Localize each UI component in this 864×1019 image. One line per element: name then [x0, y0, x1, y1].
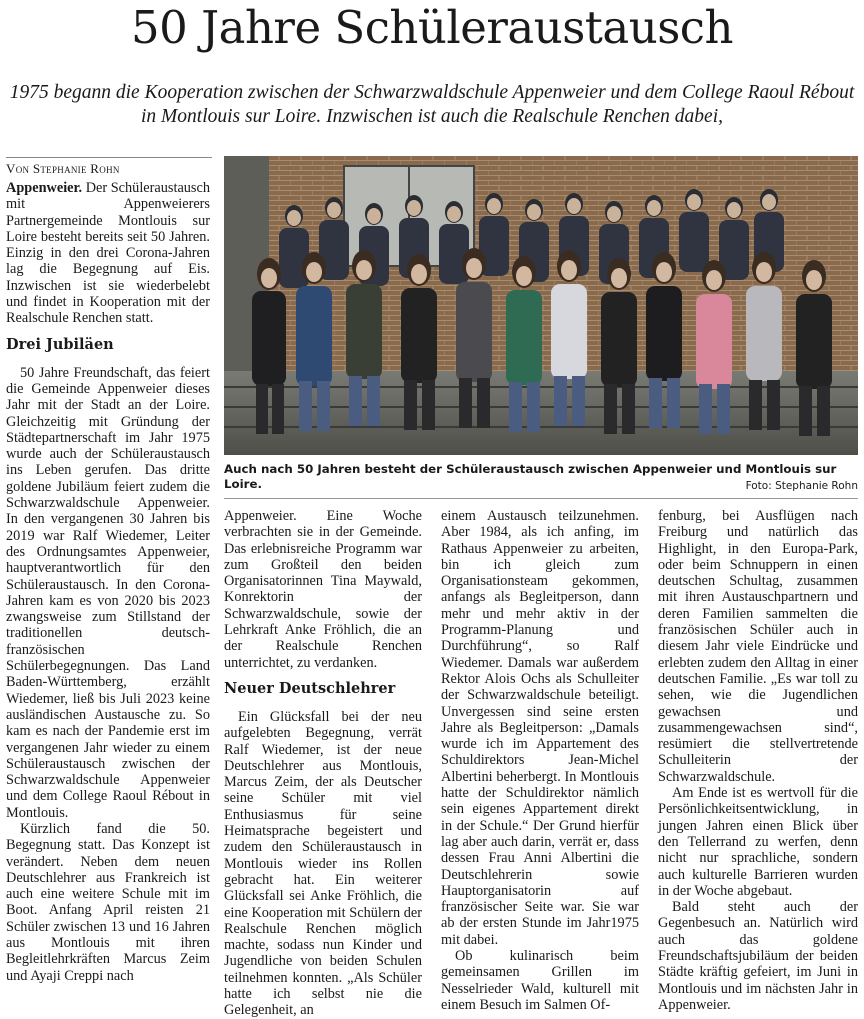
intro-text: Der Schüleraustausch mit Appenweierers Partnergemeinde Montlouis sur Loire besteht bereits seit 50 Jahren. Einzig in den drei Corona-Jahren lag die Begegnung auf Eis. Inzwischen ist sie wiederbelebt und findet in Kooperation mit der Realschule Renchen statt.: [6, 180, 210, 327]
section-heading-jubilaeen: Drei Jubiläen: [6, 335, 114, 353]
intro-paragraph: [6, 180, 210, 327]
column-3: [441, 508, 639, 1013]
subheadline: 1975 begann die Kooperation zwischen der Schwarzwaldschule Appenweier und dem College Raoul Rébout in Montlouis sur Loire. Inzwischen ist auch die Realschule Renchen dabei,: [9, 82, 855, 127]
body-paragraph: fenburg, bei Ausflügen nach Freiburg und natürlich das Highlight, in den Europa-Park, oder beim Schnuppern in einen deutschen Schultag, zusammen mit ihren Austauschpartnern und deren Familien sammelten die französischen Schüler auch in diesem Jahr viele Eindrücke und erlebten zudem den Alltag in einer deutschen Familie. „Es war toll zu sehen, wie die Jugendlichen gewachsen und zusammengewachsen sind“, resümiert die stellvertretende Schulleiterin der Schwarzwaldschule.: [658, 508, 858, 785]
body-paragraph: Am Ende ist es wertvoll für die Persönlichkeitsentwicklung, in jungen Jahren einen Blick über den Tellerrand zu werfen, denn nicht nur sprachliche, sondern auch kulturelle Barrieren wurden in der Woche abgebaut.: [658, 785, 858, 899]
photo-credit: Foto: Stephanie Rohn: [745, 480, 858, 492]
body-paragraph: Appenweier. Eine Woche verbrachten sie in der Gemeinde. Das erlebnisreiche Programm war zum Großteil den beiden Organisatorinnen Tina Maywald, Konrektorin der Schwarzwaldschule, sowie der Lehrkraft Anke Fröhlich, die an der Realschule Renchen unterrichtet, zu verdanken.: [224, 508, 422, 671]
body-paragraph: einem Austausch teilzunehmen. Aber 1984, als ich anfing, im Rathaus Appenweier zu arbeiten, bin ich gleich zum Organisationsteam gekommen, anfangs als Begleitperson, dann mehr und mehr aktiv in der Programm-Planung und Durchführung“, so Ralf Wiedemer. Damals war außerdem Rektor Alois Ochs als Schulleiter der Schwarzwaldschule beteiligt. Unvergessen sind seine ersten Jahre als Begleitperson: „Damals wurde ich im Appartement des Schuldirektors Jean-Michel Albertini beherbergt. In Montlouis hatte der Schuldirektor nämlich sein eigenes Appartement direkt in der Schule.“ Der Grund hierfür lag aber auch darin, verrät er, dass dessen Frau Anni Albertini die Deutschlehrerin sowie Hauptorganisatorin auf französischer Seite war. Sie war ab der ersten Stunde im Jahr1975 mit dabei.: [441, 508, 639, 948]
body-paragraph: Ob kulinarisch beim gemeinsamen Grillen im Nesselrieder Wald, kulturell mit einem Besuch im Salmen Of-: [441, 948, 639, 1013]
headline: 50 Jahre Schüleraustausch: [131, 1, 733, 54]
caption-divider: [224, 498, 858, 499]
column-4: [658, 508, 858, 1013]
column-1: [6, 180, 210, 984]
body-paragraph: Kürzlich fand die 50. Begegnung statt. Das Konzept ist verändert. Neben dem neuen Deutschlehrer aus Frankreich ist auch eine weitere Schule mit im Boot. Anfang April reisten 21 Schüler zwischen 13 und 16 Jahren aus Montlouis mit ihren Begleitlehrkräften Marcus Zeim und Ayaji Creppi nach: [6, 820, 210, 984]
group-photo: [224, 156, 858, 455]
column-2: [224, 508, 422, 1019]
dateline: Appenweier.: [6, 180, 83, 196]
body-paragraph: Ein Glücksfall bei der neu aufgelebten Begegnung, verrät Ralf Wiedemer, ist der neue Deutschlehrer aus Montlouis, Marcus Zeim, der als Deutscher seine Schüler mit viel Enthusiasmus für seine Heimatsprache begeistert und zudem den Schüleraustausch in Montlouis wieder ins Rollen gebracht hat. Ein weiterer Glücksfall sei Anke Fröhlich, die eine Kooperation mit Schülern der Realschule Renchen möglich machte, sodass nun Kinder und Jugendliche von beiden Schulen teilnehmen konnten. „Als Schüler hatte ich selbst nie die Gelegenheit, an: [224, 708, 422, 1019]
section-heading-deutschlehrer: Neuer Deutschlehrer: [224, 679, 396, 697]
byline: Von Stephanie Rohn: [6, 157, 212, 177]
photo-caption: Auch nach 50 Jahren besteht der Schüleraustausch zwischen Appenweier und Montlouis sur Loire.: [224, 462, 837, 491]
group-photo-image: [224, 156, 858, 455]
body-paragraph: Bald steht auch der Gegenbesuch an. Natürlich wird auch das goldene Freundschaftsjubiläum der beiden Städte kräftig gefeiert, im Juni in Montlouis und im nächsten Jahr in Appenweier.: [658, 899, 858, 1013]
body-paragraph: 50 Jahre Freundschaft, das feiert die Gemeinde Appenweier dieses Jahr mit der Stadt an der Loire. Gleichzeitig mit Gründung der Städtepartnerschaft im Jahr 1975 wurde auch der Schüleraustausch ins Leben gerufen. Das dritte goldene Jubiläum feiert zudem die Schwarzwaldschule Appenweier. In den vergangenen 30 Jahren bis 2019 war Ralf Wiedemer, Leiter des Ordnungsamtes Appenweier, hauptverantwortlich für den Schüleraustausch. In den Corona-Jahren kam es von 2020 bis 2023 zwangsweise zum Stillstand der traditionellen deutsch-französischen Schülerbegegnungen. Das Land Baden-Württemberg, erzählt Wiedemer, ließ bis Juli 2023 keine ausländischen Austausche zu. So kam es nach der Pandemie erst im vergangenen Jahr wieder zu einem Schüleraustausch zwischen der Schwarzwaldschule Appenweier und dem College Raoul Rébout in Montlouis.: [6, 364, 210, 821]
